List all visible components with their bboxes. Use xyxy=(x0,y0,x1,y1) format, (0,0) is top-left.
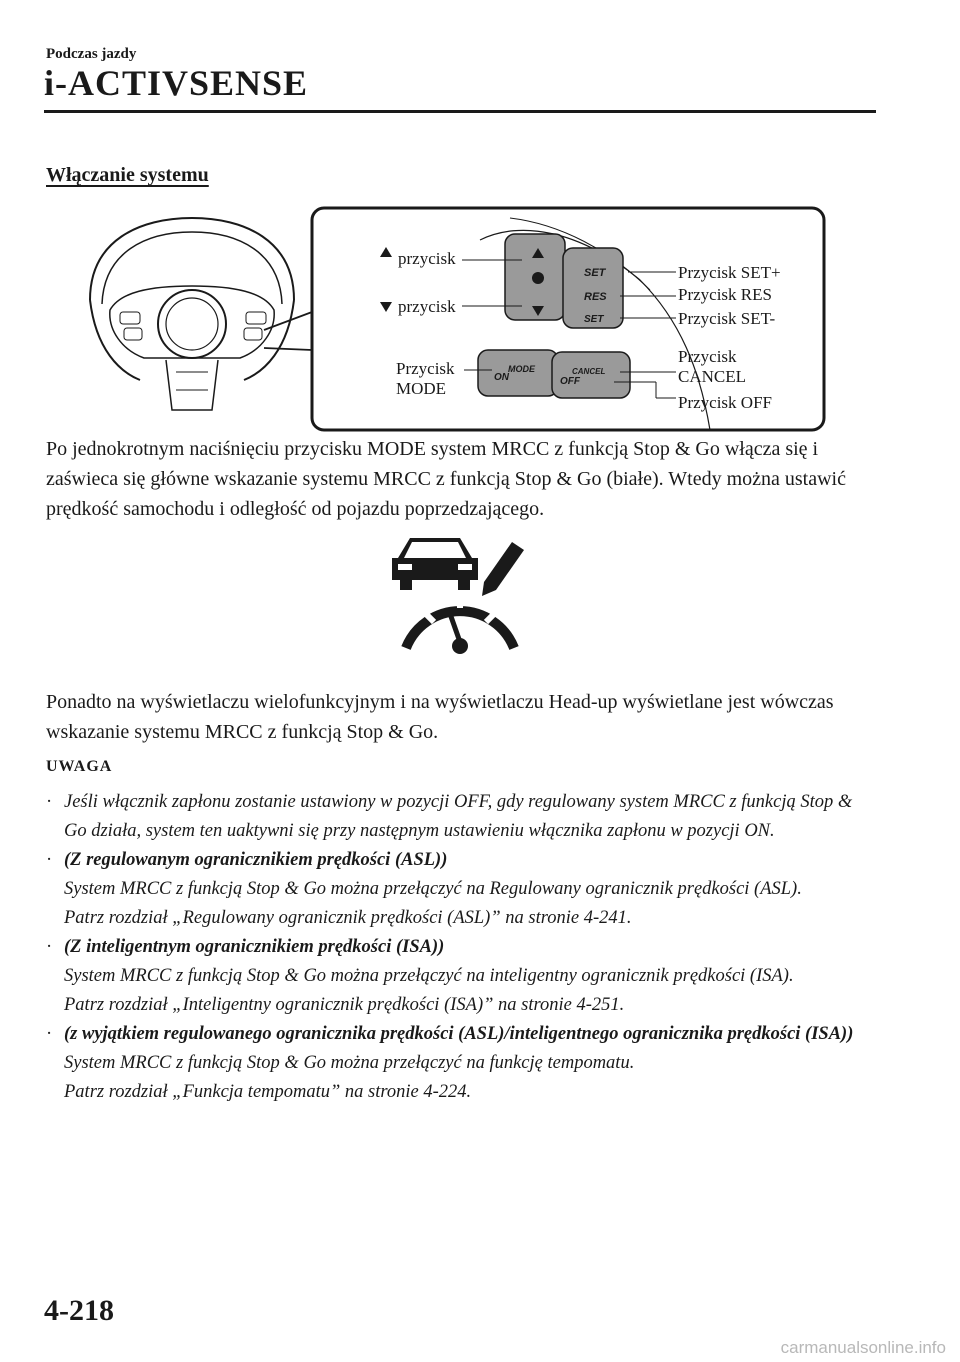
note-heading: (Z regulowanym ogranicznikiem prędkości (ASL)) xyxy=(64,850,448,870)
mode-button-text: MODE xyxy=(508,364,535,374)
set-minus-label: Przycisk SET- xyxy=(678,309,776,328)
res-label: Przycisk RES xyxy=(678,285,772,304)
res-button-text: RES xyxy=(584,291,607,303)
paragraph-display: Ponadto na wyświetlaczu wielofunkcyjnym i na wyświetlaczu Head-up wyświetlane jest wówczas wskazanie systemu MRCC z funkcją Stop & Go. xyxy=(46,691,834,743)
section-label: Podczas jazdy xyxy=(46,46,137,62)
paragraph-intro: Po jednokrotnym naciśnięciu przycisku MODE system MRCC z funkcją Stop & Go włącza się i zaświeca się główne wskazanie systemu MRCC z funkcją Stop & Go (białe). Wtedy można ustawić prędkość samochodu i odległość od pojazdu poprzedzającego. xyxy=(46,438,846,520)
note-text: System MRCC z funkcją Stop & Go można przełączyć na Regulowany ogranicznik prędkości (ASL). xyxy=(64,879,802,899)
up-button-label: przycisk xyxy=(398,249,456,268)
note-item xyxy=(46,788,876,846)
subsection-title: Włączanie systemu xyxy=(46,164,209,186)
set-plus-label: Przycisk SET+ xyxy=(678,263,781,282)
title-divider xyxy=(44,110,876,113)
set-plus-button-text: SET xyxy=(584,267,606,279)
note-item xyxy=(46,933,876,1020)
bullet: · xyxy=(46,1024,53,1044)
page-title: i-ACTIVSENSE xyxy=(44,63,309,103)
note-item xyxy=(46,846,876,933)
note-text: System MRCC z funkcją Stop & Go można przełączyć na funkcję tempomatu. xyxy=(64,1053,635,1073)
note-heading: (z wyjątkiem regulowanego ogranicznika prędkości (ASL)/inteligentnego ogranicznika prędkości (ISA)) xyxy=(64,1024,854,1044)
note-heading: (Z inteligentnym ogranicznikiem prędkości (ISA)) xyxy=(64,937,445,957)
mode-label-line2: MODE xyxy=(396,379,447,398)
watermark: carmanualsonline.info xyxy=(780,1338,946,1357)
note-reference: Patrz rozdział „Regulowany ogranicznik prędkości (ASL)” na stronie 4-241. xyxy=(64,908,632,928)
steering-wheel-figure xyxy=(80,200,830,435)
note-text: System MRCC z funkcją Stop & Go można przełączyć na inteligentny ogranicznik prędkości (ISA). xyxy=(64,966,794,986)
page-number: 4-218 xyxy=(44,1294,114,1327)
down-button-label: przycisk xyxy=(398,297,456,316)
cancel-button-text: CANCEL xyxy=(572,367,606,376)
note-reference: Patrz rozdział „Funkcja tempomatu” na stronie 4-224. xyxy=(64,1082,472,1102)
off-label: Przycisk OFF xyxy=(678,393,772,412)
note-reference: Patrz rozdział „Inteligentny ogranicznik prędkości (ISA)” na stronie 4-251. xyxy=(64,995,625,1015)
on-button-text: ON xyxy=(494,372,509,383)
set-minus-button-text: SET xyxy=(584,314,604,325)
cancel-label-line2: CANCEL xyxy=(678,367,746,386)
note-list xyxy=(46,788,876,1107)
steering-wheel-illustration xyxy=(90,218,312,410)
note-item xyxy=(46,1020,876,1107)
note-text: Jeśli włącznik zapłonu zostanie ustawiony w pozycji OFF, gdy regulowany system MRCC z funkcją Stop & Go działa, system ten uaktywni się przy następnym ustawieniu włącznika zapłonu w pozycji ON. xyxy=(64,792,853,841)
bullet: · xyxy=(46,792,53,812)
off-button-text: OFF xyxy=(560,376,580,387)
bullet: · xyxy=(46,937,53,957)
note-title: UWAGA xyxy=(46,758,113,775)
mrcc-stop-and-go-icon xyxy=(380,530,530,660)
bullet: · xyxy=(46,850,53,870)
mode-label-line1: Przycisk xyxy=(396,359,455,378)
cancel-label-line1: Przycisk xyxy=(678,347,737,366)
